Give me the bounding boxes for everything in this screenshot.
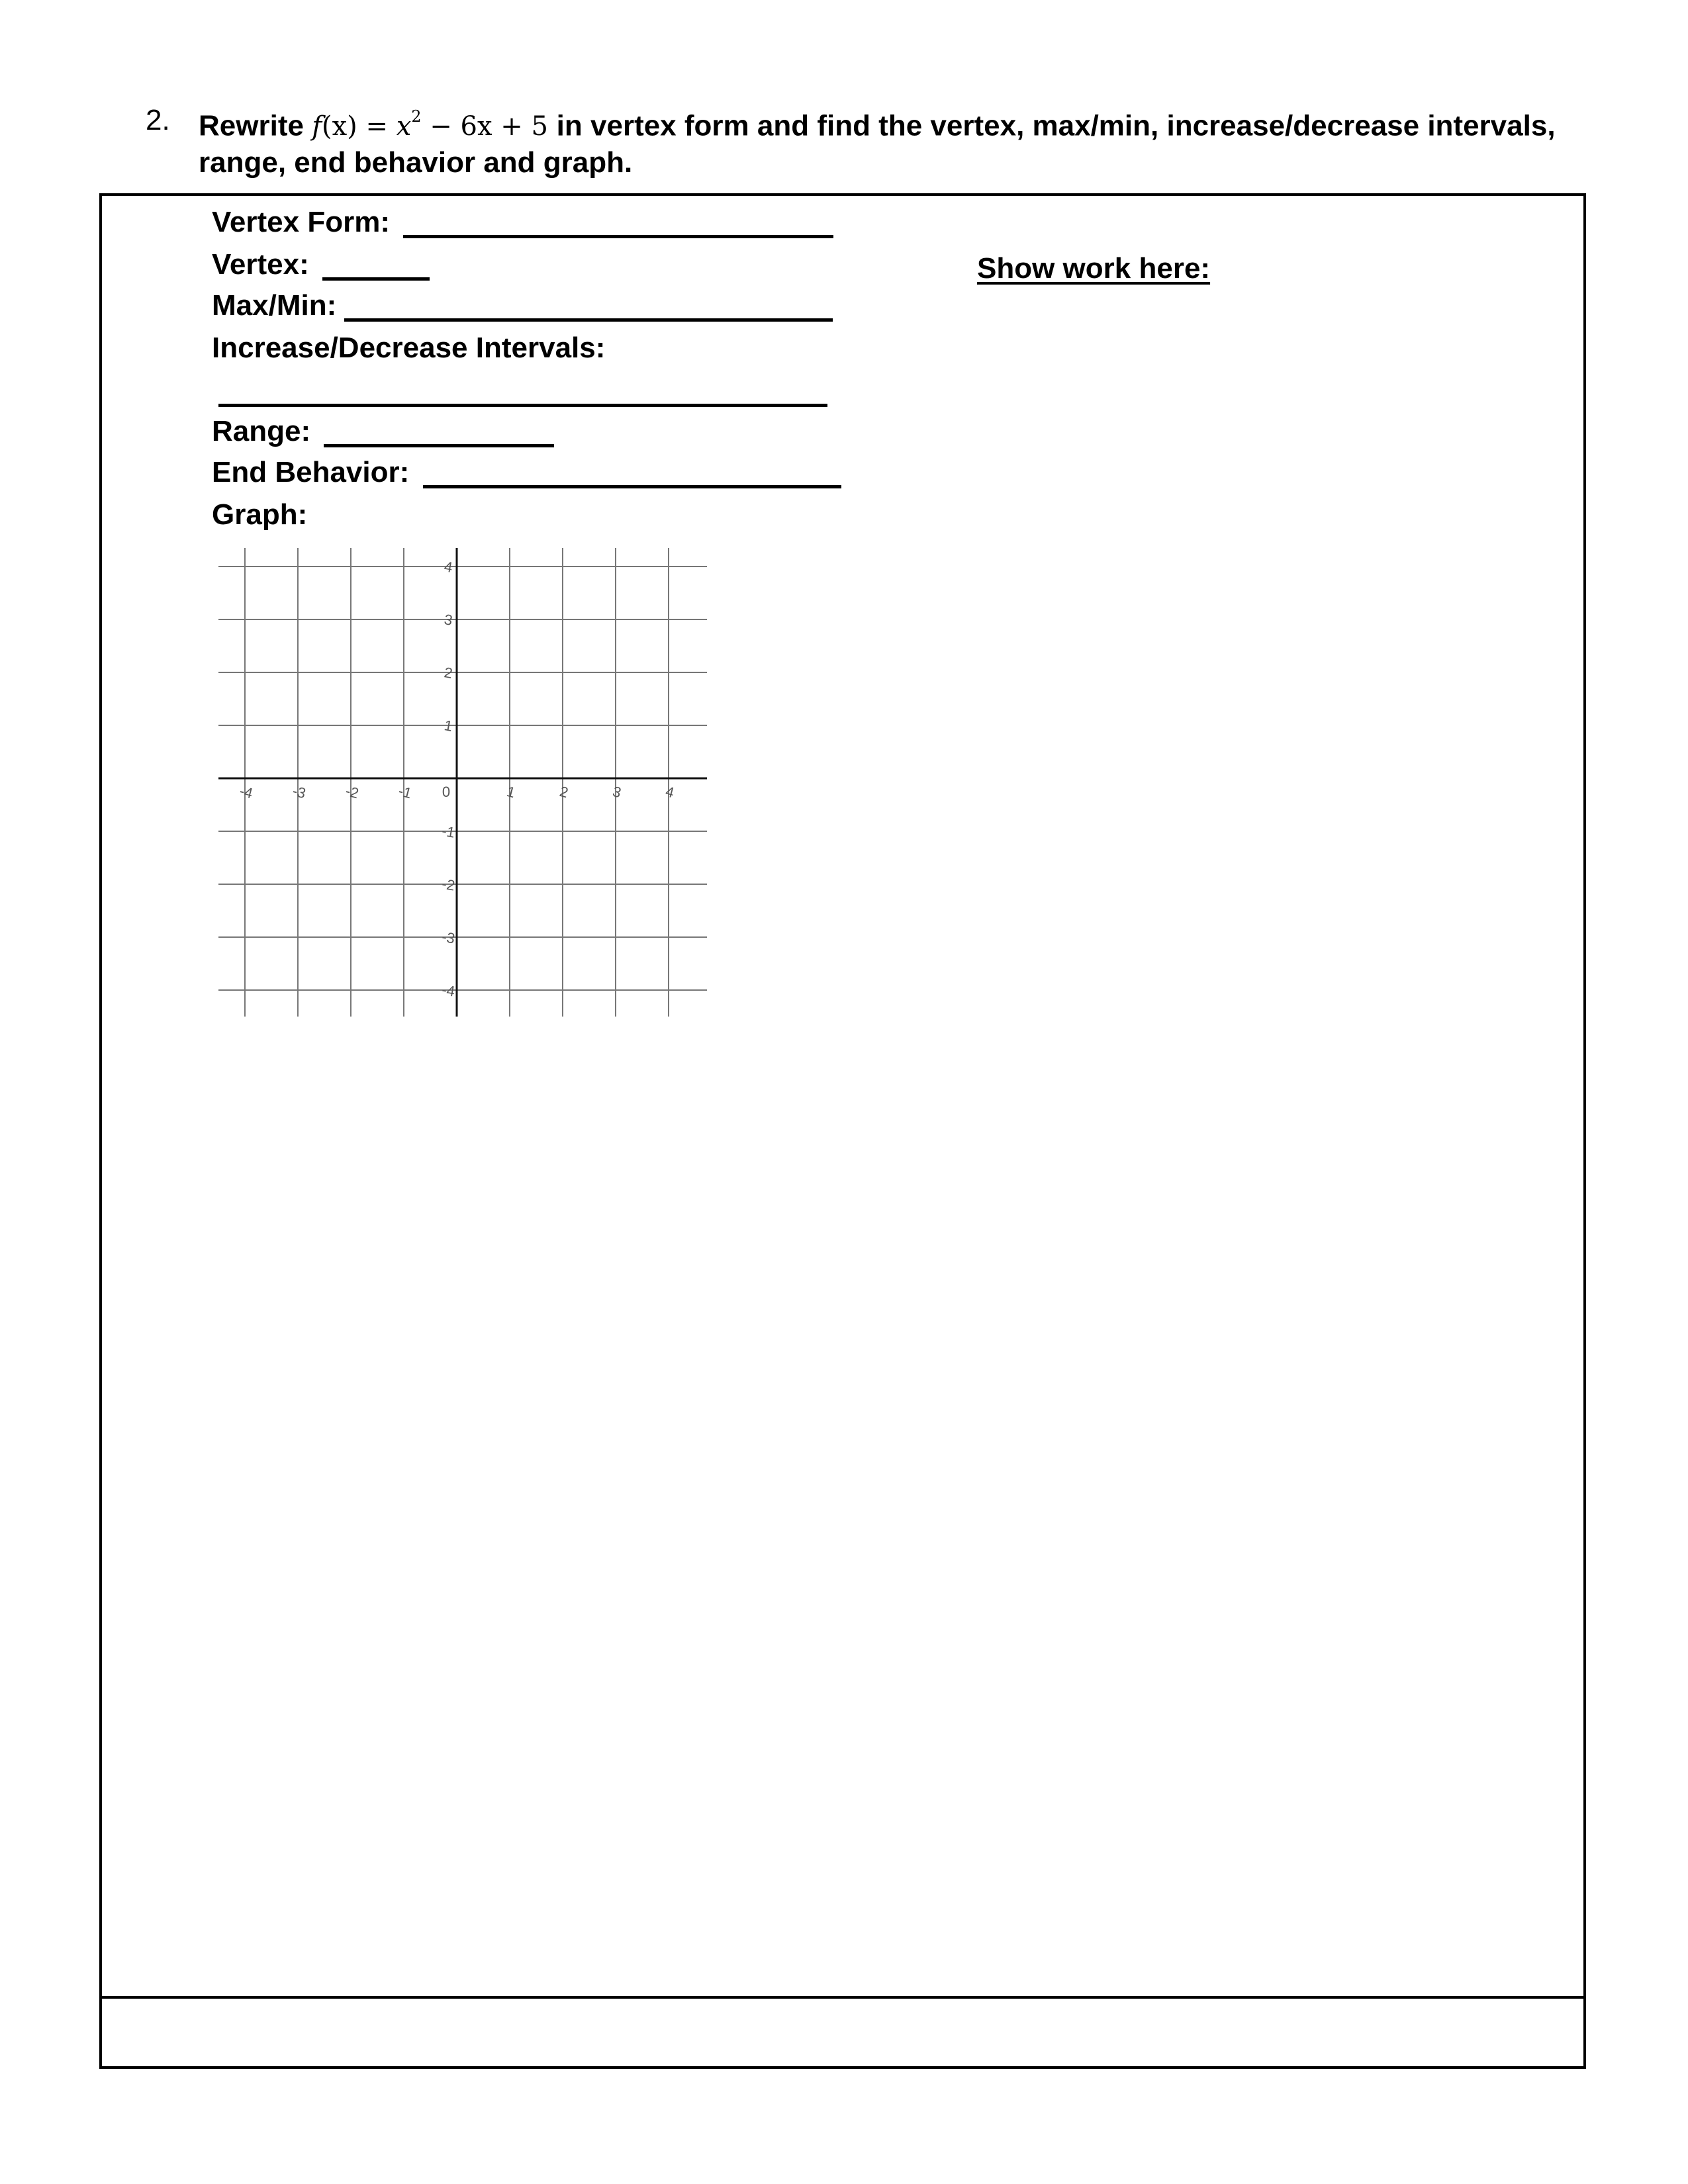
vertex-field (212, 246, 430, 283)
vertex-form-label: Vertex Form: (212, 206, 390, 238)
x-tick-label: 2 (557, 783, 571, 801)
end-behavior-blank[interactable] (423, 459, 841, 488)
y-tick-label: -2 (440, 875, 457, 894)
x-tick-label: -1 (397, 782, 414, 802)
x-tick-label: -3 (291, 782, 308, 802)
intervals-field (212, 330, 605, 367)
max-min-blank[interactable] (344, 292, 833, 322)
y-tick-label: 4 (443, 558, 454, 576)
end-behavior-label: End Behavior: (212, 456, 410, 488)
range-field (212, 413, 554, 450)
graph-field (212, 496, 307, 533)
vertex-form-field (212, 204, 833, 241)
y-tick-label: 2 (443, 664, 454, 682)
question-line-2: range, end behavior and graph. (199, 146, 633, 179)
y-tick-label: 3 (443, 611, 454, 629)
function-expression: $f(x) = x^2 - 6x + 5$ (312, 107, 548, 142)
grid-lines (218, 548, 707, 1017)
y-tick-label: -4 (440, 981, 457, 1000)
coordinate-grid[interactable] (212, 543, 715, 1019)
question-line-1 (199, 99, 1556, 148)
x-tick-label: -4 (238, 782, 255, 802)
x-tick-label: -2 (344, 782, 361, 802)
axis-lines (218, 548, 707, 1017)
vertex-label: Vertex: (212, 248, 309, 281)
y-tick-label: 1 (443, 717, 454, 735)
vertex-form-blank[interactable] (403, 208, 833, 238)
y-tick-label: -1 (440, 822, 457, 841)
question-number: 2. (146, 104, 170, 136)
instruction-text: in vertex form and find the vertex, max/min, increase/decrease intervals, (556, 109, 1556, 142)
show-work-heading: Show work here: (977, 252, 1211, 285)
intervals-blank[interactable] (218, 377, 827, 407)
intervals-label: Increase/Decrease Intervals: (212, 332, 606, 364)
y-tick-label: -3 (440, 928, 457, 947)
range-blank[interactable] (324, 418, 554, 447)
rewrite-word: Rewrite (199, 109, 304, 142)
graph-label: Graph: (212, 498, 308, 531)
x-tick-label: 4 (663, 783, 677, 801)
max-min-label: Max/Min: (212, 289, 337, 322)
end-behavior-field (212, 454, 841, 491)
answer-box-divider (99, 1996, 1586, 1999)
range-label: Range: (212, 415, 311, 447)
x-tick-label: 3 (610, 783, 624, 801)
x-tick-label: 0 (442, 784, 451, 800)
x-tick-label: 1 (504, 783, 518, 801)
max-min-field (212, 287, 833, 324)
vertex-blank[interactable] (322, 251, 430, 281)
